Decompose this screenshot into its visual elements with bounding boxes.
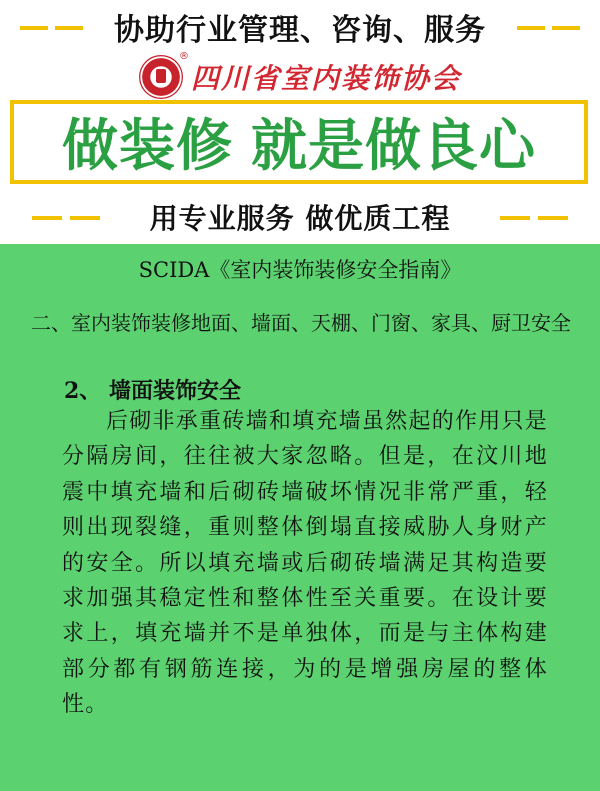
registered-mark: ® xyxy=(178,51,189,62)
association-name: 四川省室内装饰协会 xyxy=(190,62,461,95)
sub-slogan: 用专业服务 做优质工程 xyxy=(149,202,451,235)
top-banner xyxy=(0,0,600,54)
document-title: SCIDA《室内装饰装修安全指南》 xyxy=(138,258,462,282)
main-slogan-part1: 做装修 xyxy=(62,114,233,179)
section-title: 2、 墙面装饰安全 xyxy=(64,378,241,404)
association-logo-row xyxy=(0,51,600,98)
chapter-title: 二、室内装饰装修地面、墙面、天棚、门窗、家具、厨卫安全 xyxy=(31,311,571,335)
association-seal-icon xyxy=(139,51,189,99)
article-panel xyxy=(0,244,600,791)
main-slogan xyxy=(62,102,536,182)
body-paragraph: 后砌非承重砖墙和填充墙虽然起的作用只是分隔房间，往往被大家忽略。但是，在汶川地震中填充墙和后砌砖墙破坏情况非常严重，轻则出现裂缝，重则整体倒塌直接威胁人身财产的安全。所以填充墙或后砌砖墙满足其构造要求加强其稳定性和整体性至关重要。在设计要求上，填充墙并不是单独体，而是与主体构建部分都有钢筋连接，为的是增强房屋的整体性。 xyxy=(62,409,548,718)
main-slogan-box xyxy=(10,100,588,184)
main-slogan-part2: 就是做良心 xyxy=(251,114,536,179)
top-slogan: 协助行业管理、咨询、服务 xyxy=(114,13,486,48)
sub-slogan-row xyxy=(0,194,600,240)
